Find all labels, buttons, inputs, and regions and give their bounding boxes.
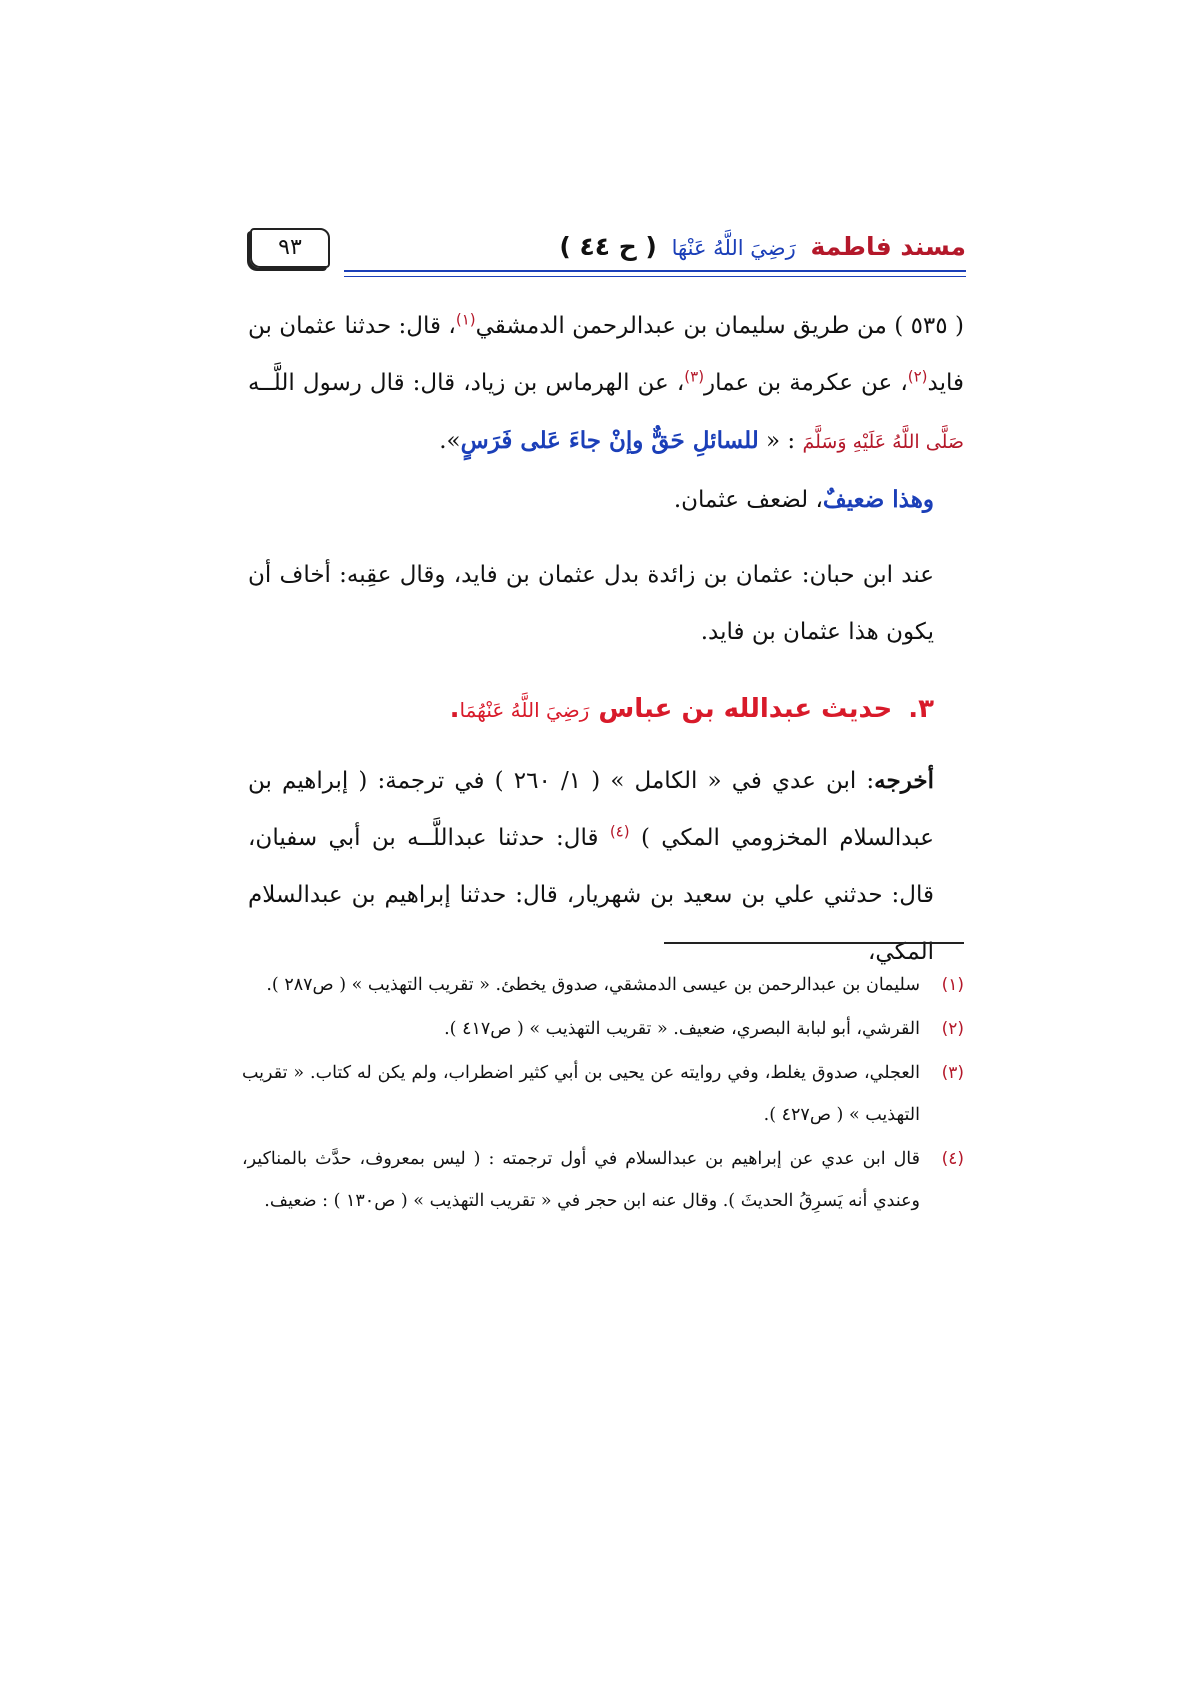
footnote-number: (١) <box>941 975 964 995</box>
text-run: : ابن عدي في « الكامل » ( ١/ ٢٦٠ ) في ترجمة: ( إبراهيم بن عبدالسلام المخزومي المكي ) <box>248 768 934 851</box>
footnote-text: العجلي، صدوق يغلط، وفي روايته عن يحيى بن أبي كثير اضطراب، ولم يكن له كتاب. « تقريب التهذيب » ( ص٤٢٧ ). <box>242 1063 920 1125</box>
section-number: ٣. <box>908 694 934 724</box>
footnote-separator <box>664 942 964 944</box>
header-rule-thin <box>344 276 966 277</box>
text-run: ( ٥٣٥ ) من طريق سليمان بن عبدالرحمن الدمشقي <box>475 313 964 339</box>
text-run: ، عن الهرماس بن زياد، قال: قال رسول اللَّــه <box>248 370 685 396</box>
verdict-paragraph <box>248 471 964 529</box>
text-run: ، قال: حدثنا عثمان بن فايد <box>248 313 965 396</box>
text-run: . <box>449 694 460 724</box>
footnote-text: القرشي، أبو لبابة البصري، ضعيف. « تقريب التهذيب » ( ص٤١٧ ). <box>444 1019 920 1039</box>
verdict-reason: ، لضعف عثمان. <box>673 487 823 513</box>
verdict-label: وهذا ضعيفٌ <box>822 486 934 513</box>
takhrij-paragraph <box>248 752 964 981</box>
header-title <box>559 232 966 261</box>
note-paragraph: عند ابن حبان: عثمان بن زائدة بدل عثمان بن فايد، وقال عقِبه: أخاف أن يكون هذا عثمان بن فايد. <box>248 562 934 645</box>
footnote-ref-4[interactable]: (٤) <box>609 822 630 841</box>
text-run: ، عن عكرمة بن عمار <box>704 370 908 396</box>
footnotes <box>242 964 964 1224</box>
page-number: ٩٣ <box>250 228 330 268</box>
section-honorific: رَضِيَ اللَّهُ عَنْهُمَا <box>459 698 590 722</box>
page-header <box>250 228 966 272</box>
header-honorific: رَضِيَ اللَّهُ عَنْهَا <box>671 236 796 260</box>
footnote <box>242 1008 964 1050</box>
text-run: قال: حدثنا عبداللَّــه بن أبي سفيان، قال: حدثني علي بن سعيد بن شهريار، قال: حدثنا إبراهيم بن عبدالسلام المكي، <box>248 825 934 965</box>
section-heading <box>248 679 964 740</box>
footnote-number: (٢) <box>941 1019 964 1039</box>
footnote-ref-2[interactable]: (٢) <box>907 367 928 386</box>
section-title: حديث عبدالله بن عباس <box>598 694 893 724</box>
footnote-number: (٣) <box>941 1063 964 1083</box>
footnote <box>242 1052 964 1136</box>
salawat-glyph: صَلَّى اللَّهُ عَلَيْهِ وَسَلَّمَ <box>802 431 964 453</box>
footnote-ref-1[interactable]: (١) <box>455 310 476 329</box>
footnote-number: (٤) <box>941 1149 964 1169</box>
takhrij-lead: أخرجه <box>874 767 935 794</box>
footnote-text: قال ابن عدي عن إبراهيم بن عبدالسلام في أول ترجمته : ( ليس بمعروف، حدَّث بالمناكير، وعندي أنه يَسرِقُ الحديثَ ). وقال عنه ابن حجر في « تقريب التهذيب » ( ص١٣٠ ) : ضعيف. <box>242 1149 920 1211</box>
main-text <box>248 298 964 981</box>
header-book-title: مسند فاطمة <box>810 232 966 261</box>
hadith-matn: للسائلِ حَقٌّ وإنْ جاءَ عَلى فَرَسٍ <box>460 427 759 454</box>
footnote <box>242 1138 964 1222</box>
text-run: : « <box>758 428 803 454</box>
footnote-ref-3[interactable]: (٣) <box>684 367 705 386</box>
hadith-paragraph <box>248 298 964 471</box>
header-hadith-number: ( ح ٤٤ ) <box>559 232 657 261</box>
header-rule <box>344 270 966 272</box>
footnote <box>242 964 964 1006</box>
text-run: ». <box>439 428 461 454</box>
footnote-text: سليمان بن عبدالرحمن بن عيسى الدمشقي، صدوق يخطئ. « تقريب التهذيب » ( ص٢٨٧ ). <box>266 975 920 995</box>
